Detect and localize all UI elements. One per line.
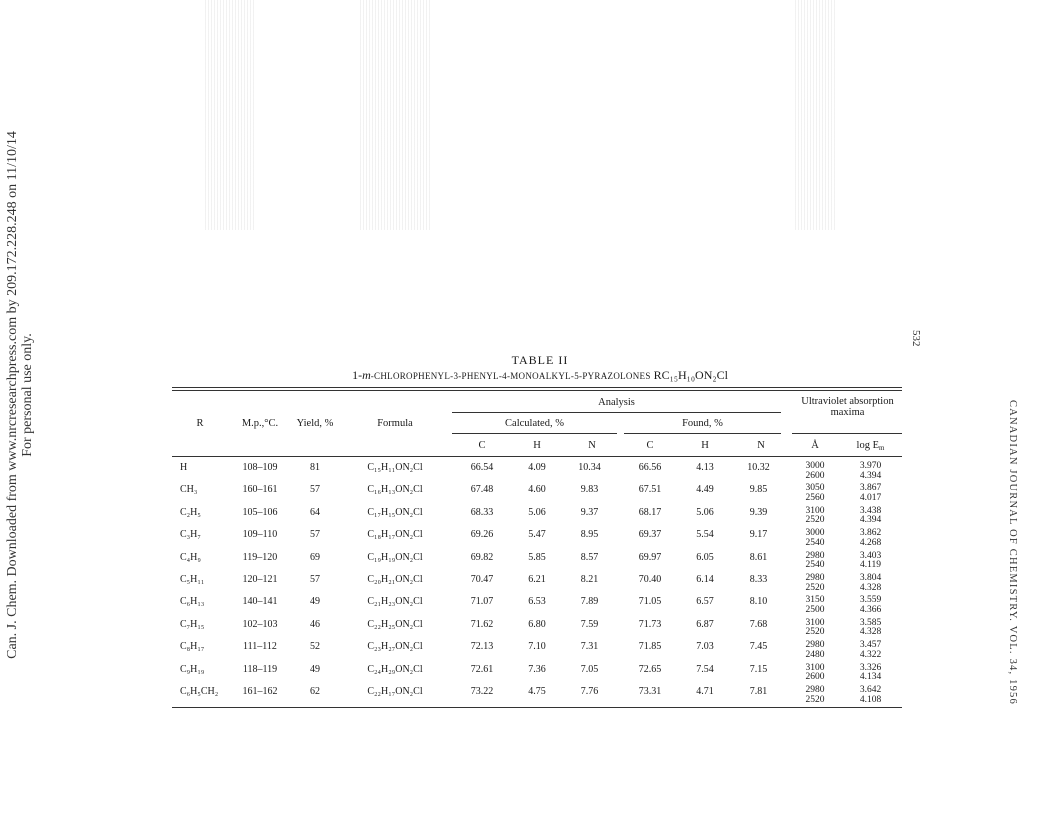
cell-calc-h: 4.75 — [528, 686, 546, 697]
cell-calc-c: 71.62 — [470, 618, 494, 630]
cell-mp: 140–141 — [242, 596, 278, 608]
caption-italic: m — [362, 368, 371, 382]
cell-found-h: 6.87 — [696, 618, 714, 630]
cell-mp: 120–121 — [242, 574, 278, 585]
header-calculated: Calculated, % — [505, 418, 564, 429]
header-calc-n: N — [588, 440, 596, 451]
scan-artifact — [795, 0, 835, 230]
cell-uv-log: 3.326 4.134 — [859, 662, 882, 683]
header-loge-sub: m — [879, 444, 885, 452]
cell-yield: 64 — [310, 506, 320, 518]
cell-yield: 62 — [310, 686, 320, 697]
cell-calc-c: 69.26 — [470, 529, 494, 541]
cell-uv-a: 2980 2480 — [805, 640, 825, 660]
cell-calc-h: 6.53 — [528, 596, 546, 608]
cell-calc-c: 70.47 — [470, 574, 494, 585]
cell-yield: 57 — [310, 529, 320, 541]
cell-formula: C₁₈H₁₇ON₂Cl — [367, 529, 423, 541]
cell-found-c: 66.56 — [638, 462, 662, 473]
found-rule — [624, 433, 781, 434]
cell-mp: 102–103 — [242, 618, 278, 630]
cell-calc-h: 4.60 — [528, 484, 546, 496]
cell-mp: 119–120 — [242, 551, 278, 563]
cell-calc-n: 7.59 — [580, 618, 599, 630]
cell-mp: 160–161 — [242, 484, 278, 496]
cell-calc-c: 72.61 — [470, 663, 494, 675]
cell-calc-n: 8.21 — [580, 574, 599, 585]
download-notice — [5, 110, 35, 680]
cell-formula: C₂₄H₂₉ON₂Cl — [367, 663, 423, 675]
header-found-h: H — [701, 440, 709, 451]
top-double-rule — [172, 387, 902, 388]
cell-found-n: 7.15 — [749, 663, 768, 675]
cell-uv-a: 3000 2540 — [805, 528, 825, 548]
cell-calc-c: 67.48 — [470, 484, 494, 496]
header-angstrom: Å — [811, 440, 819, 451]
cell-found-h: 6.57 — [696, 596, 714, 608]
cell-r: C₉H₁₉ — [180, 663, 205, 675]
cell-yield: 49 — [310, 596, 320, 608]
cell-found-n: 8.61 — [749, 551, 768, 563]
scan-artifact — [360, 0, 430, 230]
cell-r: C₅H₁₁ — [180, 574, 205, 585]
header-calc-h: H — [533, 440, 541, 451]
download-notice-line1: Can. J. Chem. Downloaded from www.nrcresearchpress.com by 209.172.228.248 on 11/10/14 — [5, 131, 20, 659]
cell-uv-a: 3000 2600 — [805, 461, 825, 481]
table-bottom-rule — [172, 707, 902, 708]
cell-calc-h: 7.10 — [528, 641, 546, 653]
cell-calc-n: 7.05 — [580, 663, 599, 675]
cell-calc-n: 8.57 — [580, 551, 599, 563]
cell-yield: 46 — [310, 618, 320, 630]
cell-uv-log: 3.559 4.366 — [859, 595, 882, 615]
cell-formula: C₁₆H₁₃ON₂Cl — [367, 484, 423, 496]
cell-calc-n: 10.34 — [578, 462, 601, 473]
cell-calc-c: 71.07 — [470, 596, 494, 608]
cell-calc-c: 73.22 — [470, 686, 494, 697]
cell-mp: 109–110 — [242, 529, 278, 541]
cell-calc-n: 8.95 — [580, 529, 599, 541]
cell-found-c: 68.17 — [638, 506, 662, 518]
cell-yield: 57 — [310, 574, 320, 585]
caption-smallcaps: -CHLOROPHENYL-3-PHENYL-4-MONOALKYL-5-PYRAZOLONES — [370, 371, 651, 381]
cell-found-n: 9.85 — [749, 484, 768, 496]
cell-uv-log: 3.804 4.328 — [859, 573, 882, 593]
cell-mp: 118–119 — [242, 663, 278, 675]
cell-yield: 57 — [310, 484, 320, 496]
scan-artifact — [205, 0, 255, 230]
cell-found-h: 7.03 — [696, 641, 714, 653]
cell-uv-log: 3.642 4.108 — [859, 685, 882, 705]
page-number: 532 — [910, 330, 922, 347]
cell-formula: C₂₂H₁₇ON₂Cl — [367, 686, 423, 697]
cell-calc-n: 7.76 — [580, 686, 599, 697]
cell-formula: C₂₂H₂₅ON₂Cl — [367, 618, 423, 630]
header-bottom-rule — [172, 456, 902, 457]
cell-uv-a: 2980 2520 — [805, 573, 825, 593]
cell-formula: C₁₇H₁₅ON₂Cl — [367, 506, 423, 518]
cell-yield: 81 — [310, 462, 320, 473]
cell-uv-a: 3100 2600 — [805, 662, 825, 683]
cell-found-n: 7.45 — [749, 641, 768, 653]
cell-r: C₆H₅CH₂ — [180, 686, 219, 697]
header-loge-text: log E — [856, 440, 879, 451]
header-calc-c: C — [478, 440, 486, 451]
cell-found-n: 8.33 — [749, 574, 768, 585]
cell-calc-n: 9.83 — [580, 484, 599, 496]
cell-found-n: 9.17 — [749, 529, 768, 541]
cell-uv-log: 3.438 4.394 — [859, 505, 882, 526]
cell-uv-log: 3.585 4.328 — [859, 617, 882, 638]
cell-yield: 69 — [310, 551, 320, 563]
cell-found-c: 67.51 — [638, 484, 662, 496]
cell-calc-h: 5.47 — [528, 529, 546, 541]
cell-found-c: 72.65 — [638, 663, 662, 675]
cell-found-h: 4.71 — [696, 686, 714, 697]
table-title: TABLE II — [511, 353, 569, 367]
cell-found-c: 71.85 — [638, 641, 662, 653]
cell-r: C₃H₇ — [180, 529, 201, 541]
cell-calc-h: 6.21 — [528, 574, 546, 585]
cell-formula: C₁₉H₁₉ON₂Cl — [367, 551, 423, 563]
cell-calc-c: 72.13 — [470, 641, 494, 653]
cell-mp: 161–162 — [242, 686, 278, 697]
cell-formula: C₂₁H₂₃ON₂Cl — [367, 596, 423, 608]
cell-mp: 111–112 — [243, 641, 277, 653]
cell-found-n: 10.32 — [747, 462, 770, 473]
cell-uv-a: 3100 2520 — [805, 617, 825, 638]
cell-uv-log: 3.867 4.017 — [859, 483, 882, 503]
cell-uv-a: 2980 2540 — [805, 550, 825, 571]
cell-r: C₇H₁₅ — [180, 618, 205, 630]
cell-uv-a: 3050 2560 — [805, 483, 825, 503]
cell-yield: 52 — [310, 641, 320, 653]
cell-uv-log: 3.403 4.119 — [859, 550, 882, 571]
cell-calc-h: 4.09 — [528, 462, 546, 473]
cell-calc-n: 7.31 — [580, 641, 599, 653]
cell-calc-c: 69.82 — [470, 551, 494, 563]
cell-calc-n: 9.37 — [580, 506, 599, 518]
calculated-rule — [452, 433, 617, 434]
cell-found-c: 73.31 — [638, 686, 662, 697]
header-formula: Formula — [377, 418, 413, 429]
cell-found-n: 9.39 — [749, 506, 768, 518]
cell-found-h: 4.13 — [696, 462, 714, 473]
cell-found-h: 4.49 — [696, 484, 714, 496]
cell-r: H — [180, 462, 188, 473]
cell-formula: C₂₀H₂₁ON₂Cl — [367, 574, 423, 585]
header-uv: Ultraviolet absorption maxima — [801, 396, 894, 418]
cell-found-h: 5.54 — [696, 529, 714, 541]
cell-mp: 105–106 — [242, 506, 278, 518]
cell-found-c: 69.37 — [638, 529, 662, 541]
header-found: Found, % — [682, 418, 723, 429]
cell-uv-a: 3150 2500 — [805, 595, 825, 615]
cell-r: C₄H₉ — [180, 551, 201, 563]
cell-found-n: 8.10 — [749, 596, 768, 608]
cell-uv-log: 3.457 4.322 — [859, 640, 882, 660]
cell-uv-log: 3.862 4.268 — [859, 528, 882, 548]
cell-calc-h: 6.80 — [528, 618, 546, 630]
analysis-rule — [452, 412, 781, 413]
cell-uv-log: 3.970 4.394 — [859, 461, 882, 481]
cell-uv-a: 3100 2520 — [805, 505, 825, 526]
cell-uv-a: 2980 2520 — [805, 685, 825, 705]
cell-calc-c: 66.54 — [470, 462, 494, 473]
journal-running-head: CANADIAN JOURNAL OF CHEMISTRY. VOL. 34, 1956 — [1007, 400, 1018, 705]
header-r: R — [196, 418, 204, 429]
cell-calc-c: 68.33 — [470, 506, 494, 518]
header-analysis: Analysis — [598, 397, 635, 408]
cell-calc-n: 7.89 — [580, 596, 599, 608]
top-double-rule — [172, 390, 902, 391]
cell-found-h: 6.05 — [696, 551, 714, 563]
cell-found-c: 71.05 — [638, 596, 662, 608]
cell-found-c: 69.97 — [638, 551, 662, 563]
header-yield: Yield, % — [296, 418, 334, 429]
cell-formula: C₁₅H₁₁ON₂Cl — [367, 462, 423, 473]
cell-r: C₆H₁₃ — [180, 596, 205, 608]
cell-found-n: 7.68 — [749, 618, 768, 630]
cell-formula: C₂₃H₂₇ON₂Cl — [367, 641, 423, 653]
cell-found-h: 7.54 — [696, 663, 714, 675]
download-notice-line2: For personal use only. — [20, 333, 35, 457]
cell-found-h: 5.06 — [696, 506, 714, 518]
cell-found-c: 70.40 — [638, 574, 662, 585]
cell-r: C₈H₁₇ — [180, 641, 205, 653]
cell-calc-h: 5.85 — [528, 551, 546, 563]
cell-calc-h: 7.36 — [528, 663, 546, 675]
caption-formula: RC₁₅H₁₀ON₂Cl — [653, 368, 728, 382]
cell-yield: 49 — [310, 663, 320, 675]
cell-r: C₂H₅ — [180, 506, 201, 518]
cell-found-n: 7.81 — [749, 686, 768, 697]
cell-mp: 108–109 — [242, 462, 278, 473]
caption-prefix: 1- — [352, 368, 363, 382]
table-caption — [170, 368, 910, 383]
header-loge — [843, 440, 898, 452]
uv-rule — [792, 433, 902, 434]
cell-found-c: 71.73 — [638, 618, 662, 630]
header-found-c: C — [646, 440, 654, 451]
header-found-n: N — [757, 440, 765, 451]
header-mp: M.p.,°C. — [241, 418, 279, 429]
cell-calc-h: 5.06 — [528, 506, 546, 518]
cell-found-h: 6.14 — [696, 574, 714, 585]
cell-r: CH₃ — [180, 484, 198, 496]
